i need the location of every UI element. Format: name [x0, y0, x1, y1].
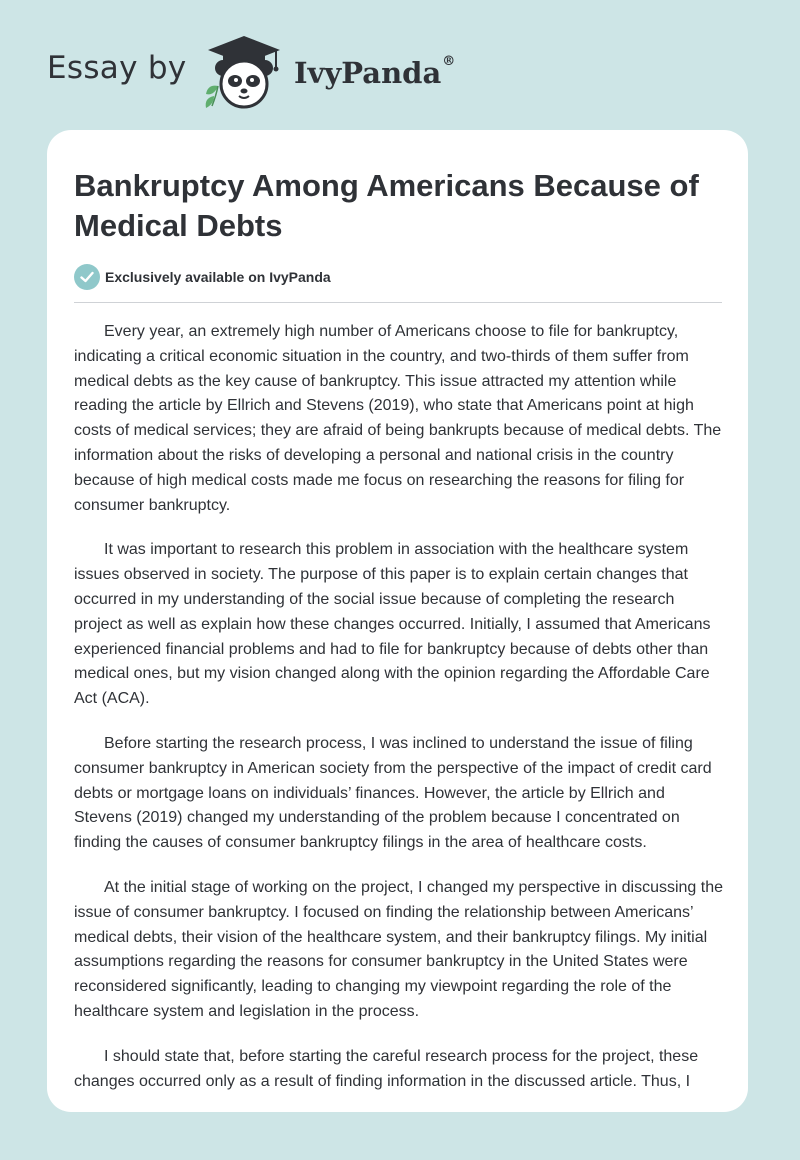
paragraph: I should state that, before starting the careful research process for the project, these changes occurred only as a result of finding information in the discussed article. Thus, I	[74, 1047, 699, 1090]
exclusive-badge-label: Exclusively available on IvyPanda	[105, 269, 331, 285]
paragraph: Before starting the research process, I was inclined to understand the issue of filing consumer bankruptcy in American society from the perspective of the impact of credit card debts or mortgage loans on individuals’ finances. However, the article by Ellrich and Stevens (2019) changed my understanding of the problem because I concentrated on finding the causes of consumer bankruptcy filings in the area of healthcare costs.	[74, 734, 712, 852]
essay-by-label: Essay by	[47, 50, 187, 86]
site-header	[0, 0, 800, 130]
paragraph: At the initial stage of working on the project, I changed my perspective in discussing the issue of consumer bankruptcy. I focused on finding the relationship between Americans’ medical debts, their vision of the healthcare system, and their bankruptcy filings. My initial assumptions regarding the reasons for consumer bankruptcy in the United States were reconsidered significantly, leading to changing my viewpoint regarding the role of the healthcare system and legislation in the process.	[74, 878, 724, 1020]
essay-body	[74, 320, 726, 1112]
brand-name[interactable]: IvyPanda®	[294, 54, 456, 90]
registered-mark: ®	[442, 54, 456, 69]
check-circle-icon	[74, 264, 100, 290]
essay-title: Bankruptcy Among Americans Because of Medical Debts	[74, 168, 699, 243]
paragraph: It was important to research this problem in association with the healthcare system issues observed in society. The purpose of this paper is to explain certain changes that occurred in my understanding of the social issue because of completing the research project as well as explain how these changes occurred. Initially, I assumed that Americans experienced financial problems and had to file for bankruptcy because of debts other than medical ones, but my vision changed along with the opinion regarding the Affordable Care Act (ACA).	[74, 541, 711, 708]
ivypanda-panda-logo-icon	[196, 34, 292, 110]
essay-card	[47, 130, 748, 1112]
paragraph: Every year, an extremely high number of Americans choose to file for bankruptcy, indicating a critical economic situation in the country, and two-thirds of them suffer from medical debts as the key cause of bankruptcy. This issue attracted my attention while reading the article by Ellrich and Stevens (2019), who state that Americans point at high costs of medical services; they are afraid of being bankrupts because of medical debts. The information about the risks of developing a personal and national crisis in the country because of high medical costs made me focus on researching the reasons for filing for consumer bankruptcy.	[74, 323, 722, 514]
divider	[74, 302, 722, 303]
